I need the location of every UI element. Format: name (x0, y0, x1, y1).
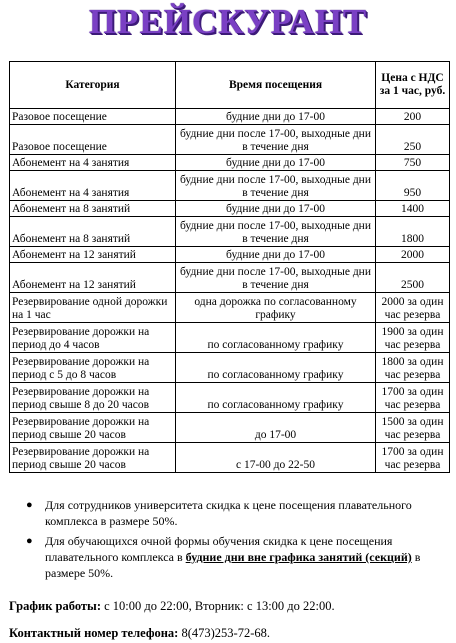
cell-time: будние дни до 17-00 (176, 155, 376, 171)
working-schedule (9, 598, 335, 614)
table-row (10, 201, 450, 217)
schedule-label: График работы: (9, 599, 101, 613)
cell-category: Резервирование дорожки на период свыше 20 часов (10, 443, 176, 473)
cell-time: будние дни до 17-00 (176, 201, 376, 217)
table-header-row (10, 62, 450, 109)
cell-category: Абонемент на 8 занятий (10, 201, 176, 217)
table-row (10, 247, 450, 263)
cell-time: по согласованному графику (176, 353, 376, 383)
cell-category: Абонемент на 8 занятий (10, 217, 176, 247)
cell-time: будние дни до 17-00 (176, 109, 376, 125)
note-employees-text: Для сотрудников университета скидка к цене посещения плавательного комплекса в размере 50%. (45, 498, 412, 528)
cell-time: будние дни после 17-00, выходные дни в течение дня (176, 125, 376, 155)
cell-price: 1500 за один час резерва (376, 413, 450, 443)
price-table (9, 61, 450, 473)
note-students-text-before: Для обучающихся очной формы обучения скидка к цене посещения плавательного комплекса в (45, 534, 393, 564)
cell-category: Абонемент на 12 занятий (10, 263, 176, 293)
table-row (10, 293, 450, 323)
contact-label: Контактный номер телефона: (9, 626, 179, 640)
cell-price: 1700 за один час резерва (376, 443, 450, 473)
table-row (10, 171, 450, 201)
cell-price: 1400 (376, 201, 450, 217)
contact-info (9, 625, 270, 641)
note-students-emphasis: будние дни вне графика занятий (секций) (185, 550, 412, 564)
header-price: Цена с НДС за 1 час, руб. (376, 62, 450, 109)
header-category: Категория (10, 62, 176, 109)
table-row (10, 109, 450, 125)
schedule-value: с 10:00 до 22:00, Вторник: с 13:00 до 22:00. (100, 599, 335, 613)
discount-notes (9, 497, 449, 585)
contact-phone: 8(473)253-72-68. (178, 626, 270, 640)
cell-category: Абонемент на 4 занятия (10, 171, 176, 201)
cell-price: 2000 (376, 247, 450, 263)
cell-time: одна дорожка по согласованному графику (176, 293, 376, 323)
table-row (10, 323, 450, 353)
page-title: ПРЕЙСКУРАНТ (88, 2, 368, 41)
note-students-text-after: в размере 50%. (45, 550, 421, 580)
cell-time: по согласованному графику (176, 323, 376, 353)
cell-time: будние дни после 17-00, выходные дни в течение дня (176, 171, 376, 201)
bullet-icon: ● (26, 499, 33, 511)
cell-time: по согласованному графику (176, 383, 376, 413)
cell-price: 1900 за один час резерва (376, 323, 450, 353)
table-row (10, 155, 450, 171)
cell-category: Резервирование дорожки на период до 4 часов (10, 323, 176, 353)
cell-category: Резервирование дорожки на период свыше 20 часов (10, 413, 176, 443)
cell-price: 1700 за один час резерва (376, 383, 450, 413)
cell-time: будние дни после 17-00, выходные дни в течение дня (176, 263, 376, 293)
cell-price: 950 (376, 171, 450, 201)
cell-price: 200 (376, 109, 450, 125)
cell-price: 750 (376, 155, 450, 171)
cell-category: Резервирование дорожки на период с 5 до 8 часов (10, 353, 176, 383)
cell-price: 250 (376, 125, 450, 155)
header-time: Время посещения (176, 62, 376, 109)
table-row (10, 413, 450, 443)
cell-price: 2500 (376, 263, 450, 293)
cell-category: Разовое посещение (10, 109, 176, 125)
cell-time: до 17-00 (176, 413, 376, 443)
cell-price: 1800 (376, 217, 450, 247)
table-row (10, 353, 450, 383)
note-employees (26, 497, 449, 529)
cell-time: будние дни после 17-00, выходные дни в течение дня (176, 217, 376, 247)
table-row (10, 125, 450, 155)
table-row (10, 443, 450, 473)
note-students (26, 533, 449, 581)
cell-price: 2000 за один час резерва (376, 293, 450, 323)
cell-category: Разовое посещение (10, 125, 176, 155)
cell-category: Резервирование одной дорожки на 1 час (10, 293, 176, 323)
cell-category: Абонемент на 4 занятия (10, 155, 176, 171)
table-row (10, 263, 450, 293)
bullet-icon: ● (26, 535, 33, 547)
cell-price: 1800 за один час резерва (376, 353, 450, 383)
cell-category: Резервирование дорожки на период свыше 8 до 20 часов (10, 383, 176, 413)
cell-time: с 17-00 до 22-50 (176, 443, 376, 473)
cell-time: будние дни до 17-00 (176, 247, 376, 263)
table-row (10, 383, 450, 413)
table-row (10, 217, 450, 247)
cell-category: Абонемент на 12 занятий (10, 247, 176, 263)
